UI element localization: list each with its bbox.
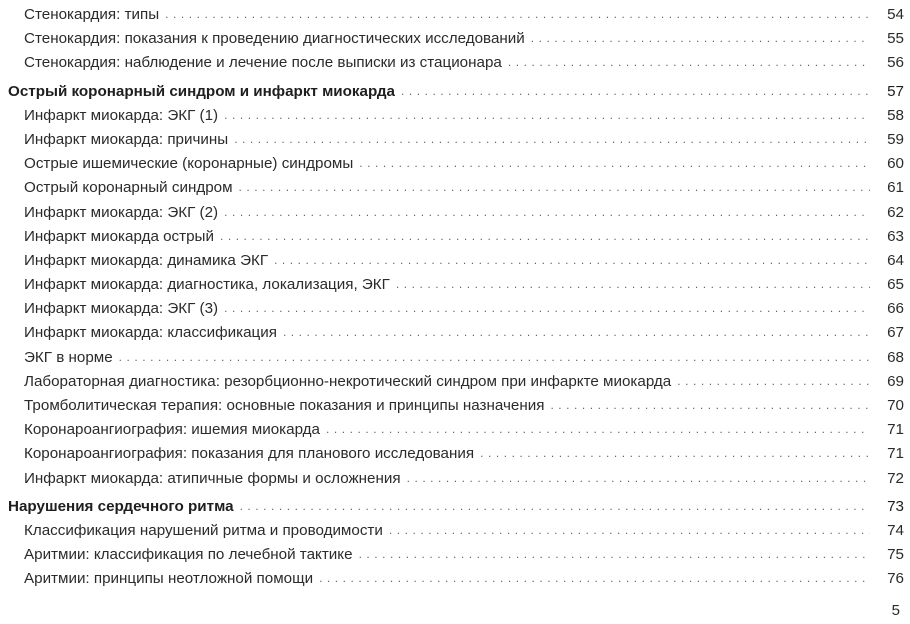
- toc-entry-row[interactable]: [8, 321, 904, 345]
- toc-entry-title: Инфаркт миокарда: диагностика, локализация, ЭКГ: [24, 276, 390, 294]
- toc-page-number: 70: [887, 397, 904, 414]
- toc-entry-row[interactable]: [8, 442, 904, 466]
- dot-leader: [407, 466, 870, 490]
- dot-leader: [508, 50, 870, 74]
- toc-page-number: 68: [887, 348, 904, 366]
- toc-page-number: 64: [887, 251, 904, 269]
- toc-page-number: 66: [887, 300, 904, 318]
- toc-page-number: 71: [887, 421, 904, 439]
- toc-entry-title: Стенокардия: типы: [24, 6, 160, 23]
- toc-page-number: 56: [887, 54, 904, 72]
- toc-entry-title: Острый коронарный синдром: [24, 179, 233, 197]
- dot-leader: [234, 127, 870, 151]
- dot-leader: [480, 441, 870, 465]
- toc-page-number: 58: [887, 106, 904, 124]
- toc-entry-row[interactable]: [8, 201, 904, 225]
- dot-leader: [396, 272, 870, 296]
- dot-leader: [531, 26, 870, 50]
- toc-entry-title: Инфаркт миокарда: причины: [24, 130, 229, 148]
- toc-page-number: 65: [887, 276, 904, 294]
- toc-page-number: 69: [887, 372, 904, 390]
- dot-leader: [224, 296, 870, 320]
- toc-entry-row[interactable]: [8, 297, 904, 321]
- dot-leader: [119, 345, 870, 369]
- dot-leader: [677, 369, 870, 393]
- dot-leader: [239, 175, 870, 199]
- toc-page-number: 57: [887, 82, 904, 100]
- toc-page-number: 72: [887, 469, 904, 487]
- toc-entry-row[interactable]: [8, 543, 904, 567]
- toc-entry-title: Инфаркт миокарда: динамика ЭКГ: [24, 251, 269, 269]
- page-number: 5: [891, 602, 900, 619]
- toc-entry-row[interactable]: [8, 27, 904, 51]
- toc-entry-row[interactable]: [8, 273, 904, 297]
- toc-page-number: 75: [887, 546, 904, 564]
- dot-leader: [224, 103, 870, 127]
- toc-entry-title: Коронароангиография: показания для планового исследования: [24, 445, 475, 463]
- toc-section-title: Острый коронарный синдром и инфаркт миокарда: [8, 82, 395, 100]
- toc-page-number: 73: [887, 497, 904, 515]
- dot-leader: [274, 248, 870, 272]
- toc-entry-title: Лабораторная диагностика: резорбционно-некротический синдром при инфаркте миокарда: [24, 372, 672, 390]
- toc-page-number: 71: [887, 445, 904, 463]
- toc-entry-title: Инфаркт миокарда: ЭКГ (3): [24, 300, 219, 318]
- toc-entry-row[interactable]: [8, 152, 904, 176]
- toc-entry-row[interactable]: [8, 519, 904, 543]
- dot-leader: [401, 79, 870, 103]
- dot-leader: [326, 417, 870, 441]
- dot-leader: [550, 393, 870, 417]
- toc-section-title: Нарушения сердечного ритма: [8, 497, 234, 515]
- toc-page-number: 61: [887, 179, 904, 197]
- toc-entry-row[interactable]: [8, 51, 904, 75]
- toc-entry-row[interactable]: [8, 249, 904, 273]
- toc-entry-title: Инфаркт миокарда: ЭКГ (2): [24, 203, 219, 221]
- toc-page-number: 54: [887, 6, 904, 23]
- dot-leader: [319, 566, 870, 590]
- toc-page-number: 62: [887, 203, 904, 221]
- toc-entry-title: Аритмии: классификация по лечебной тактике: [24, 546, 353, 564]
- toc-section-row[interactable]: [8, 495, 904, 519]
- dot-leader: [165, 2, 870, 26]
- toc-entry-row[interactable]: [8, 176, 904, 200]
- dot-leader: [359, 151, 870, 175]
- toc-entry-title: Инфаркт миокарда: атипичные формы и осложнения: [24, 469, 401, 487]
- toc-entry-title: Коронароангиография: ишемия миокарда: [24, 421, 320, 439]
- toc-entry-row[interactable]: [8, 370, 904, 394]
- toc-entry-title: Тромболитическая терапия: основные показания и принципы назначения: [24, 397, 545, 414]
- toc-entry-title: Стенокардия: показания к проведению диагностических исследований: [24, 30, 525, 48]
- toc-entry-title: ЭКГ в норме: [24, 348, 113, 366]
- toc-entry-title: Острые ишемические (коронарные) синдромы: [24, 155, 354, 173]
- toc-page-number: 76: [887, 570, 904, 588]
- toc-entry-row[interactable]: [8, 467, 904, 491]
- dot-leader: [240, 494, 870, 518]
- toc-page-number: 60: [887, 155, 904, 173]
- toc-entry-row[interactable]: [8, 567, 904, 591]
- toc-page-number: 67: [887, 324, 904, 342]
- toc-entry-title: Инфаркт миокарда острый: [24, 227, 214, 245]
- toc-entry-row[interactable]: [8, 418, 904, 442]
- toc-entry-row[interactable]: [8, 225, 904, 249]
- dot-leader: [224, 200, 870, 224]
- toc-entry-row[interactable]: [8, 346, 904, 370]
- toc-page-number: 59: [887, 130, 904, 148]
- toc-entry-title: Классификация нарушений ритма и проводимости: [24, 521, 383, 539]
- toc-entry-row[interactable]: [8, 104, 904, 128]
- toc-entry-row[interactable]: [8, 394, 904, 418]
- dot-leader: [220, 224, 870, 248]
- toc-page-number: 55: [887, 30, 904, 48]
- toc-page-number: 74: [887, 521, 904, 539]
- toc-entry-title: Стенокардия: наблюдение и лечение после выписки из стационара: [24, 54, 502, 72]
- toc-entry-title: Инфаркт миокарда: ЭКГ (1): [24, 106, 219, 124]
- dot-leader: [359, 542, 870, 566]
- dot-leader: [283, 320, 870, 344]
- toc-entry-title: Инфаркт миокарда: классификация: [24, 324, 277, 342]
- toc-entry-row[interactable]: [8, 128, 904, 152]
- dot-leader: [389, 518, 870, 542]
- toc-entry-title: Аритмии: принципы неотложной помощи: [24, 570, 314, 588]
- toc-section-row[interactable]: [8, 80, 904, 104]
- toc-page-number: 63: [887, 227, 904, 245]
- toc-entry-row[interactable]: [8, 3, 904, 27]
- table-of-contents: [8, 3, 904, 592]
